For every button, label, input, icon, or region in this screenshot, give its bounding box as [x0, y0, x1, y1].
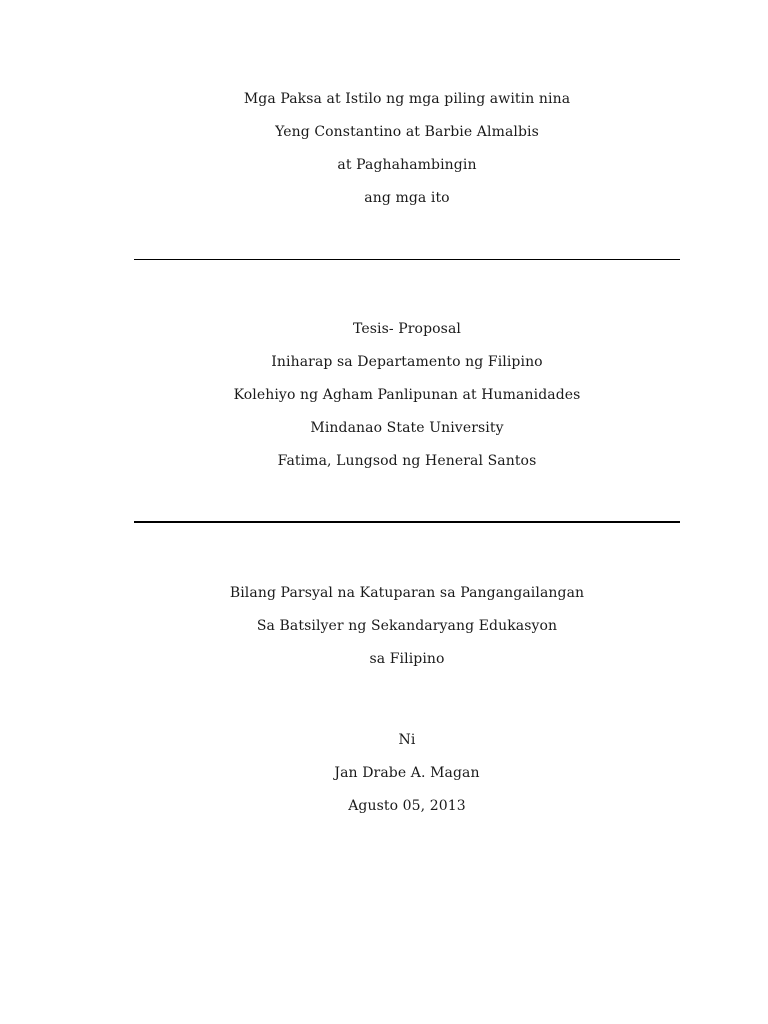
- proposal-section: [134, 313, 680, 478]
- requirement-line-2: Sa Batsilyer ng Sekandaryang Edukasyon: [256, 618, 558, 634]
- thesis-title: [134, 83, 680, 215]
- title-line-1: Mga Paksa at Istilo ng mga piling awitin nina: [243, 91, 571, 107]
- proposal-type: Tesis- Proposal: [352, 321, 461, 337]
- divider-bottom: [134, 521, 680, 523]
- by-label: Ni: [398, 732, 416, 748]
- author-name: Jan Drabe A. Magan: [334, 765, 480, 781]
- author-section: [134, 724, 680, 823]
- divider-top: [134, 259, 680, 260]
- requirement-section: [134, 577, 680, 676]
- title-line-2: Yeng Constantino at Barbie Almalbis: [275, 124, 539, 140]
- location: Fatima, Lungsod ng Heneral Santos: [277, 453, 537, 469]
- requirement-line-3: sa Filipino: [369, 651, 445, 667]
- title-line-4: ang mga ito: [364, 190, 450, 206]
- submission-date: Agusto 05, 2013: [348, 798, 466, 814]
- title-line-3: at Paghahambingin: [337, 157, 477, 173]
- department: Iniharap sa Departamento ng Filipino: [271, 354, 543, 370]
- requirement-line-1: Bilang Parsyal na Katuparan sa Pangangailangan: [229, 585, 585, 601]
- college: Kolehiyo ng Agham Panlipunan at Humanidades: [233, 387, 581, 403]
- university: Mindanao State University: [310, 420, 504, 436]
